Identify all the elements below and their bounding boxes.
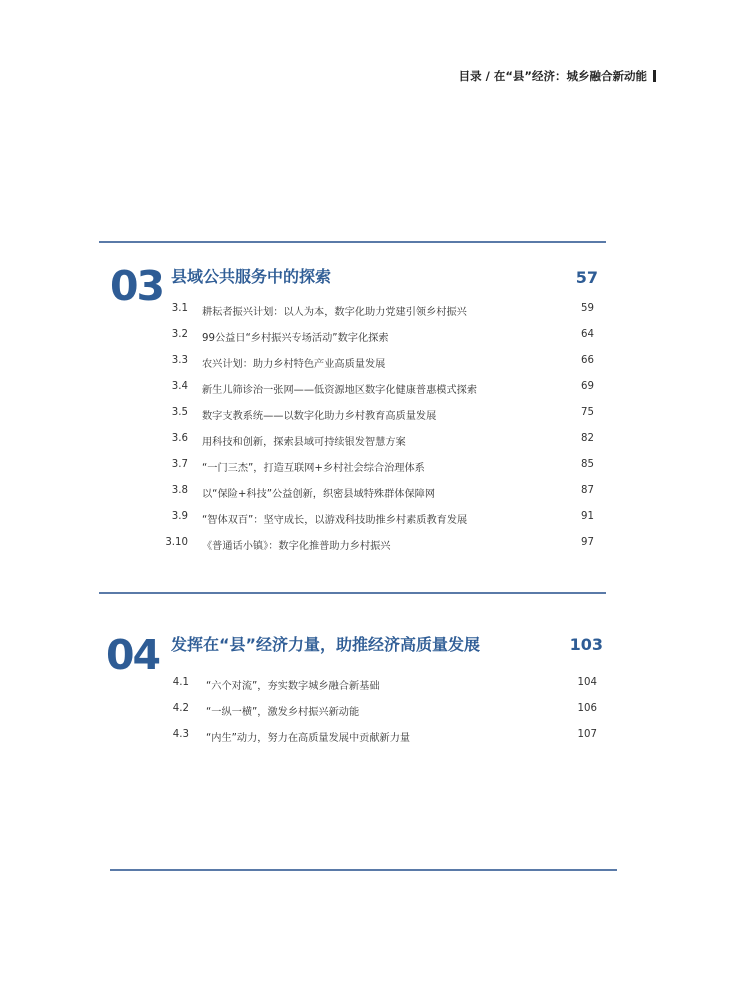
entry-number: 3.5 (171, 407, 188, 418)
toc-entry[interactable] (0, 459, 729, 473)
header-text: 目录 / 在“县”经济：城乡融合新动能 (458, 69, 647, 83)
toc-entry[interactable] (0, 729, 729, 743)
section-page-number: 103 (569, 635, 603, 654)
entry-page: 85 (581, 459, 594, 470)
footer-divider (110, 869, 617, 871)
entry-number: 3.4 (171, 381, 188, 392)
page-header (459, 68, 656, 84)
entry-title: 耕耘者振兴计划：以人为本，数字化助力党建引领乡村振兴 (202, 307, 467, 318)
entry-page: 82 (581, 433, 594, 444)
section-number: 04 (106, 631, 160, 679)
entry-number: 3.2 (171, 329, 188, 340)
entry-page: 104 (577, 677, 597, 688)
entry-number: 3.1 (171, 303, 188, 314)
toc-entry[interactable] (0, 355, 729, 369)
toc-entry[interactable] (0, 485, 729, 499)
section-title[interactable]: 发挥在“县”经济力量，助推经济高质量发展 (171, 635, 481, 654)
entry-title: 以“保险+科技”公益创新，织密县域特殊群体保障网 (202, 489, 436, 500)
entry-page: 75 (581, 407, 594, 418)
toc-entry[interactable] (0, 381, 729, 395)
entry-title: “六个对流”，夯实数字城乡融合新基础 (206, 681, 380, 692)
entry-page: 66 (581, 355, 594, 366)
entry-title: 《普通话小镇》：数字化推普助力乡村振兴 (202, 541, 391, 552)
entry-title: 新生儿筛诊治一张网——低资源地区数字化健康普惠模式探索 (202, 385, 478, 396)
entry-page: 91 (581, 511, 594, 522)
toc-entry[interactable] (0, 703, 729, 717)
entry-number: 3.3 (171, 355, 188, 366)
entry-number: 4.3 (172, 729, 189, 740)
entry-title: “一门三杰”，打造互联网+乡村社会综合治理体系 (202, 463, 425, 474)
entry-page: 106 (577, 703, 597, 714)
entry-page: 69 (581, 381, 594, 392)
toc-entry[interactable] (0, 537, 729, 551)
entry-title: “智体双百”：坚守成长，以游戏科技助推乡村素质教育发展 (202, 515, 468, 526)
toc-entry[interactable] (0, 303, 729, 317)
entry-number: 3.6 (171, 433, 188, 444)
section-title[interactable]: 县域公共服务中的探索 (171, 267, 332, 286)
entry-number: 3.7 (171, 459, 188, 470)
entry-number: 4.1 (172, 677, 189, 688)
toc-entry[interactable] (0, 511, 729, 525)
entry-number: 3.9 (171, 511, 188, 522)
section-divider (99, 592, 606, 594)
entry-title: 农兴计划：助力乡村特色产业高质量发展 (202, 359, 386, 370)
entry-page: 64 (581, 329, 594, 340)
toc-entry[interactable] (0, 677, 729, 691)
entry-page: 87 (581, 485, 594, 496)
entry-page: 97 (581, 537, 594, 548)
toc-entry[interactable] (0, 407, 729, 421)
entry-number: 4.2 (172, 703, 189, 714)
entry-number: 3.10 (165, 537, 188, 548)
entry-page: 107 (577, 729, 597, 740)
toc-entry[interactable] (0, 329, 729, 343)
entry-title: “内生”动力，努力在高质量发展中贡献新力量 (206, 733, 411, 744)
section-divider (99, 241, 606, 243)
section-page-number: 57 (575, 268, 598, 287)
section-number: 03 (110, 262, 164, 310)
entry-title: 用科技和创新，探索县域可持续银发智慧方案 (202, 437, 406, 448)
entry-page: 59 (581, 303, 594, 314)
entry-title: 99公益日“乡村振兴专场活动”数字化探索 (202, 333, 389, 344)
toc-entry[interactable] (0, 433, 729, 447)
header-bar-marker (653, 70, 656, 82)
entry-number: 3.8 (171, 485, 188, 496)
entry-title: “一纵一横”，激发乡村振兴新动能 (206, 707, 360, 718)
entry-title: 数字支教系统——以数字化助力乡村教育高质量发展 (202, 411, 437, 422)
